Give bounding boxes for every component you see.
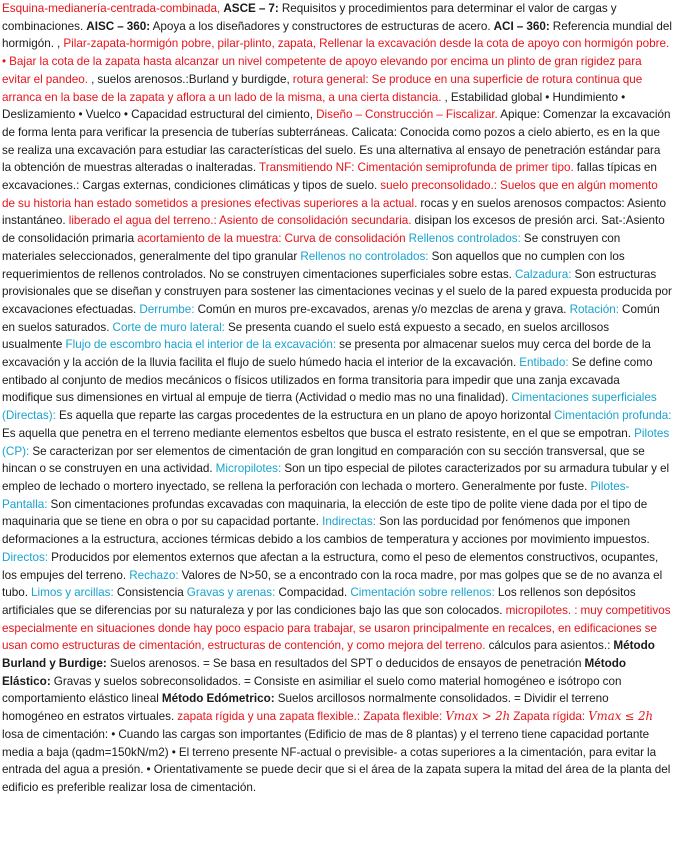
- text-run: Requisitos y procedimientos para determinar el valor de cargas y combinaciones.: [2, 2, 617, 33]
- text-run: Común en muros pre-excavados, arenas y/o mezclas de arena y grava.: [194, 302, 570, 316]
- b-text-run: ASCE – 7:: [223, 2, 279, 15]
- red-text-run: Transmitiendo NF: Cimentación semiprofunda de primer tipo.: [258, 161, 574, 175]
- text-run: Son un tipo especial de pilotes caracterizados por su armadura tubular y el empleo de lechado o mortero inyectado, se rellena la perforación con lechada o mortero. Generalmente por fuste.: [2, 462, 670, 493]
- text-run: Referencia mundial del hormigón. ,: [2, 19, 672, 51]
- cyan-text-run: Derrumbe:: [139, 302, 195, 316]
- cyan-text-run: Cimentaciones superficiales (Directas):: [2, 391, 657, 423]
- cyan-text-run: Rotación:: [569, 302, 619, 316]
- text-run: Son cimentaciones profundas excavadas con maquinaria, la elección de este tipo de polite viene dada por el tipo de maquinaria que se tiene en obra o por su capacidad portante.: [2, 497, 648, 529]
- cyan-text-run: Gravas y arenas:: [186, 586, 276, 600]
- text-run: Gravas y suelos sobreconsolidados. = Consiste en asimiliar el suelo como material homogéneo e isótropo con comportamiento elástico lineal: [2, 674, 622, 706]
- cyan-text-run: Pilotes (CP):: [2, 426, 670, 458]
- red-text-run: Esquina-medianería-centrada-combinada,: [2, 2, 224, 15]
- text-run: Es aquella que reparte las cargas procedentes de la estructura en un plano de apoyo horizontal: [55, 409, 555, 423]
- text-run: Son aquellos que no cumplen con los requerimientos de rellenos controlados. No se construyen cimentaciones superficiales sobre estas.: [2, 249, 625, 281]
- cyan-text-run: Calzadura:: [514, 267, 572, 281]
- cyan-text-run: Cimentación sobre rellenos:: [350, 586, 495, 600]
- b-text-run: ACI – 360:: [493, 19, 550, 33]
- text-run: Apique: Comenzar la excavación de forma lenta para verificar la presencia de tuberías subterráneas. Calicata: Conocida como pozos a cielo abierto, es en la que se realiza una excavación para estudiar las características del suelo. Es una alternativa al ensayo de penetración estándar para la obtención de muestras alteradas o inalteradas.: [2, 108, 671, 175]
- cyan-text-run: Micropilotes:: [215, 462, 282, 476]
- text-run: Se define como entibado al conjunto de medios mecánicos o físicos utilizados en forma transitoria para impedir que una zanja excavada modifique sus dimensiones en virtual al empuje de tierra (Actividad o medio mas no una finalidad).: [2, 356, 653, 405]
- text-run: disipan los excesos de presión arci. Sat-:Asiento de consolidación primaria: [2, 214, 665, 246]
- text-run: losa de cimentación: • Cuando las cargas son importantes (Edificio de mas de 8 plantas) y el terreno tiene capacidad portante media a baja (qadm=150kN/m2) • El terreno presente NF-actual o previsible- a cotas superiores a la cimentación, para evitar la entrada del agua a presión. • Orientativamente se puede decir que si el área de la zapata supera la mitad del área de la planta del edificio es preferible realizar losa de cimentación.: [2, 727, 671, 794]
- text-run: Compacidad.: [275, 586, 351, 600]
- text-run: , Estabilidad global • Hundimiento • Deslizamiento • Vuelco • Capacidad estructural del cimiento,: [2, 90, 626, 122]
- text-run: Son las porducidad por fenómenos que imponen deformaciones a la estructura, acciones térmicas debido a los cambios de temperatura y acciones por movimiento impuestos.: [2, 515, 650, 547]
- red-text-run: Zapata rígida:: [510, 710, 589, 724]
- b-text-run: Método Elástico:: [2, 657, 627, 688]
- text-run: Son estructuras provisionales que se diseñan y construyen para sostener las cimentaciones vecinas y el suelo de la pared expuesta producida por excavaciones efectuadas.: [2, 267, 672, 316]
- text-run: cálculos para asientos.:: [485, 639, 614, 653]
- red-text-run: Pilar-zapata-hormigón pobre, pilar-plinto, zapata, Rellenar la excavación desde la cota de apoyo con hormigón pobre. • Bajar la cota de la zapata hasta alcanzar un nivel competente de apoyo elevando por encima un plinto de gran rigidez para evitar el pandeo.: [2, 37, 670, 86]
- formula-text: Vmax > 2h: [445, 709, 511, 724]
- cyan-text-run: Rechazo:: [129, 568, 179, 582]
- red-text-run: rotura general: Se produce en una superficie de rotura continua que arranca en la base de la zapata y aflora a un lado de la misma, a una cierta distancia.: [2, 72, 643, 104]
- text-run: rocas y en suelos arenosos compactos: Asiento instantáneo.: [2, 196, 667, 228]
- red-text-run: zapata rígida y una zapata flexible.: Zapata flexible:: [177, 710, 446, 724]
- cyan-text-run: Pilotes-Pantalla:: [2, 479, 630, 511]
- text-run: Suelos arenosos. = Se basa en resultados del SPT o deducidos de ensayos de penetración: [106, 657, 585, 671]
- text-run: Los rellenos son depósitos artificiales que se diferencias por su naturaleza y por las condiciones bajo las que son colocados.: [2, 586, 636, 617]
- cyan-text-run: Flujo de escombro hacia el interior de la excavación:: [65, 338, 337, 352]
- cyan-text-run: Rellenos no controlados:: [300, 249, 429, 263]
- text-run: Apoya a los diseñadores y constructores de estructuras de acero.: [150, 19, 494, 33]
- cyan-text-run: Cimentación profunda:: [554, 409, 672, 423]
- formula-text: Vmax ≤ 2h: [588, 709, 654, 724]
- cyan-text-run: Indirectas:: [322, 515, 376, 529]
- document-paragraph: [2, 0, 672, 797]
- text-run: Producidos por elementos externos que afectan a la estructura, como el peso de elementos constructivos, ocupantes, los empujes del terreno.: [2, 550, 659, 582]
- text-run: Es aquella que penetra en el terreno mediante elementos esbeltos que busca el estrato resistente, en el que se empotran.: [2, 426, 635, 440]
- cyan-text-run: Directos:: [2, 550, 49, 564]
- text-run: se presenta por almacenar suelos muy cerca del borde de la excavación y la acción de la lluvia facilita el flujo de suelo húmedo hacia el interior de la excavación.: [2, 338, 651, 370]
- red-text-run: Diseño – Construcción – Fiscalizar.: [316, 108, 498, 122]
- text-run: fallas típicas en excavaciones.: Cargas externas, condiciones climáticas y tipos de suelo.: [2, 161, 657, 193]
- text-run: Consistencia: [113, 586, 187, 600]
- text-run: Suelos arcillosos normalmente consolidados. = Dividir el terreno homogéneo en estratos virtuales.: [2, 692, 609, 724]
- red-text-run: acortamiento de la muestra: Curva de consolidación: [137, 232, 406, 246]
- cyan-text-run: Corte de muro lateral:: [112, 320, 225, 334]
- b-text-run: Método Burland y Burdige:: [2, 639, 655, 671]
- text-run: Común en suelos saturados.: [2, 302, 660, 334]
- text-run: Se construyen con materiales seleccionados, generalmente del tipo granular: [2, 232, 621, 263]
- red-text-run: micropilotes. : muy competitivos especialmente en situaciones donde hay poco espacio para trabajar, se usaron principalmente en recalces, en edificaciones se usan como estructuras de cimentación, estructuras de contención, y como mejora del terreno.: [2, 603, 671, 653]
- cyan-text-run: Entibado:: [519, 356, 569, 370]
- text-run: Valores de N>50, se a encontrado con la roca madre, por mas golpes que se de no avanza el tubo.: [2, 568, 663, 600]
- text-run: Se caracterizan por ser elementos de cimentación de gran longitud en comparación con su sección transversal, que se hincan o se construyen en una actividad.: [2, 444, 645, 476]
- text-run: Se presenta cuando el suelo está expuesto a secado, en suelos arcillosos usualmente: [2, 320, 610, 352]
- b-text-run: Método Edómetrico:: [161, 692, 275, 706]
- text-run: , suelos arenosos.:Burland y burdigde,: [91, 72, 293, 86]
- cyan-text-run: Rellenos controlados:: [408, 232, 521, 246]
- cyan-text-run: Limos y arcillas:: [31, 586, 114, 600]
- b-text-run: AISC – 360:: [86, 19, 151, 33]
- red-text-run: suelo preconsolidado.: Suelos que en algún momento de su historia han estado sometidos a presiones efectivas superiores a la actual.: [2, 179, 658, 210]
- red-text-run: liberado el agua del terreno.: Asiento de consolidación secundaria.: [68, 214, 412, 228]
